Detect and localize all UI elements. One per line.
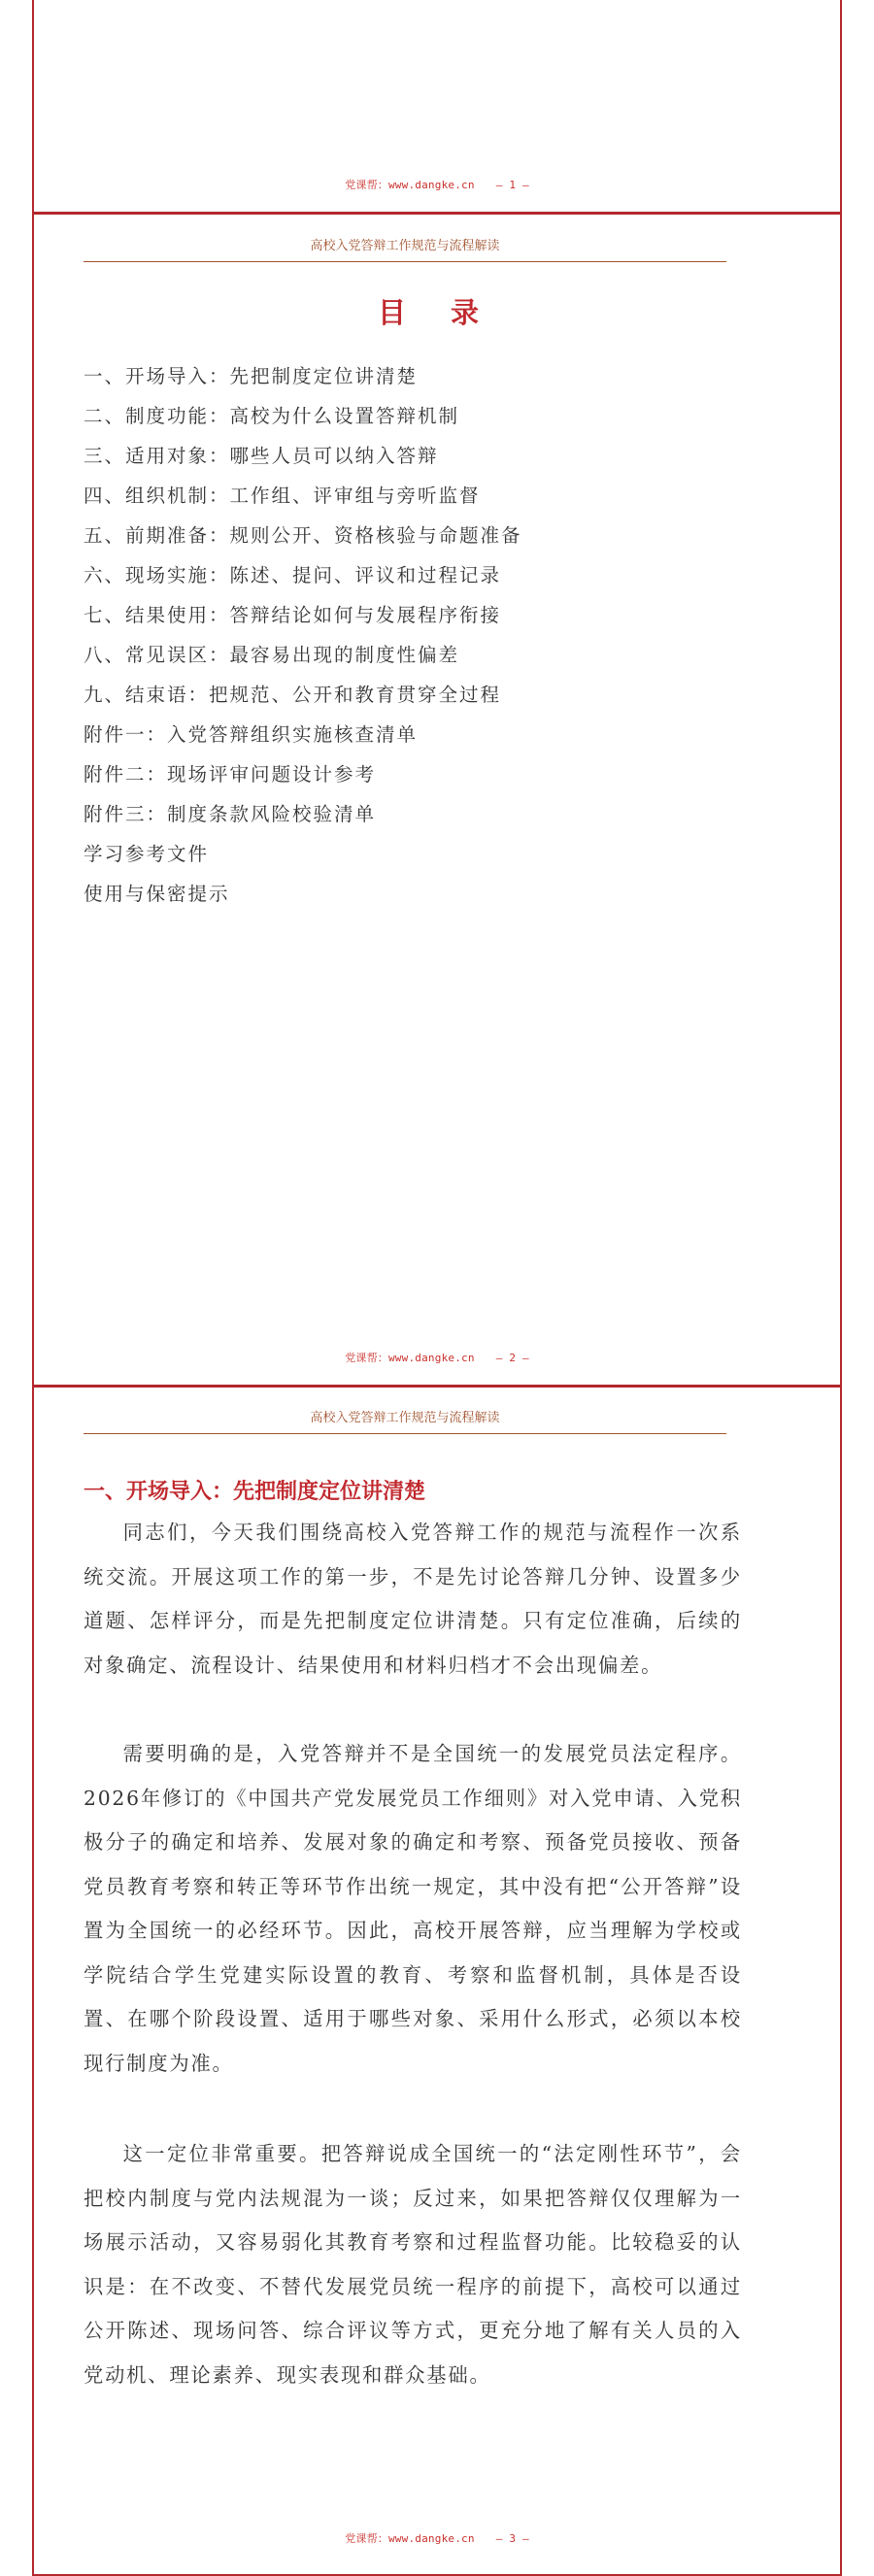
page-3-footer: [0, 2530, 874, 2546]
body-paragraph: 需要明确的是，入党答辩并不是全国统一的发展党员法定程序。2026年修订的《中国共产党发展党员工作细则》对入党申请、入党积极分子的确定和培养、发展对象的确定和考察、预备党员接收、预备党员教育考察和转正等环节作出统一规定，其中没有把“公开答辩”设置为全国统一的必经环节。因此，高校开展答辩，应当理解为学校或学院结合学生党建实际设置的教育、考察和监督机制，具体是否设置、在哪个阶段设置、适用于哪些对象、采用什么形式，必须以本校现行制度为准。: [84, 1742, 742, 2075]
page-2-footer: [0, 1350, 874, 1365]
toc-item[interactable]: 八、常见误区：最容易出现的制度性偏差: [84, 644, 460, 666]
toc-item[interactable]: 学习参考文件: [84, 843, 210, 865]
toc-item[interactable]: 一、开场导入：先把制度定位讲清楚: [84, 365, 419, 387]
footer-site: 党课帮：www.dangke.cn: [345, 2532, 475, 2545]
toc-item[interactable]: 附件一：入党答辩组织实施核查清单: [84, 723, 419, 746]
page-header: 高校入党答辩工作规范与流程解读: [84, 1407, 726, 1434]
footer-site: 党课帮：www.dangke.cn: [345, 1352, 475, 1364]
toc-item[interactable]: 五、前期准备：规则公开、资格核验与命题准备: [84, 524, 522, 547]
section-title: 一、开场导入：先把制度定位讲清楚: [84, 1479, 426, 1504]
page-1-footer: [0, 177, 874, 192]
body-paragraph: 这一定位非常重要。把答辩说成全国统一的“法定刚性环节”，会把校内制度与党内法规混为一谈；反过来，如果把答辩仅仅理解为一场展示活动，又容易弱化其教育考察和过程监督功能。比较稳妥的认识是：在不改变、不替代发展党员统一程序的前提下，高校可以通过公开陈述、现场问答、综合评议等方式，更充分地了解有关人员的入党动机、理论素养、现实表现和群众基础。: [84, 2142, 742, 2387]
toc-item[interactable]: 使用与保密提示: [84, 883, 230, 905]
toc-item[interactable]: 三、适用对象：哪些人员可以纳入答辩: [84, 445, 439, 467]
body-paragraph: 同志们，今天我们围绕高校入党答辩工作的规范与流程作一次系统交流。开展这项工作的第一步，不是先讨论答辩几分钟、设置多少道题、怎样评分，而是先把制度定位讲清楚。只有定位准确，后续的对象确定、流程设计、结果使用和材料归档才不会出现偏差。: [84, 1521, 742, 1677]
page-header: 高校入党答辩工作规范与流程解读: [84, 235, 726, 262]
toc-item[interactable]: 七、结果使用：答辩结论如何与发展程序衔接: [84, 604, 502, 626]
footer-page-number: — 2 —: [495, 1352, 529, 1364]
toc-title: 目 录: [377, 296, 497, 329]
footer-page-number: — 1 —: [495, 179, 529, 191]
toc-item[interactable]: 附件二：现场评审问题设计参考: [84, 763, 377, 786]
toc-item[interactable]: 六、现场实施：陈述、提问、评议和过程记录: [84, 564, 502, 586]
footer-site: 党课帮：www.dangke.cn: [345, 179, 475, 191]
toc-item[interactable]: 四、组织机制：工作组、评审组与旁听监督: [84, 485, 481, 507]
toc-item[interactable]: 二、制度功能：高校为什么设置答辩机制: [84, 405, 460, 427]
footer-page-number: — 3 —: [495, 2532, 529, 2545]
toc-item[interactable]: 九、结束语：把规范、公开和教育贯穿全过程: [84, 684, 502, 706]
toc-item[interactable]: 附件三：制度条款风险校验清单: [84, 803, 377, 825]
